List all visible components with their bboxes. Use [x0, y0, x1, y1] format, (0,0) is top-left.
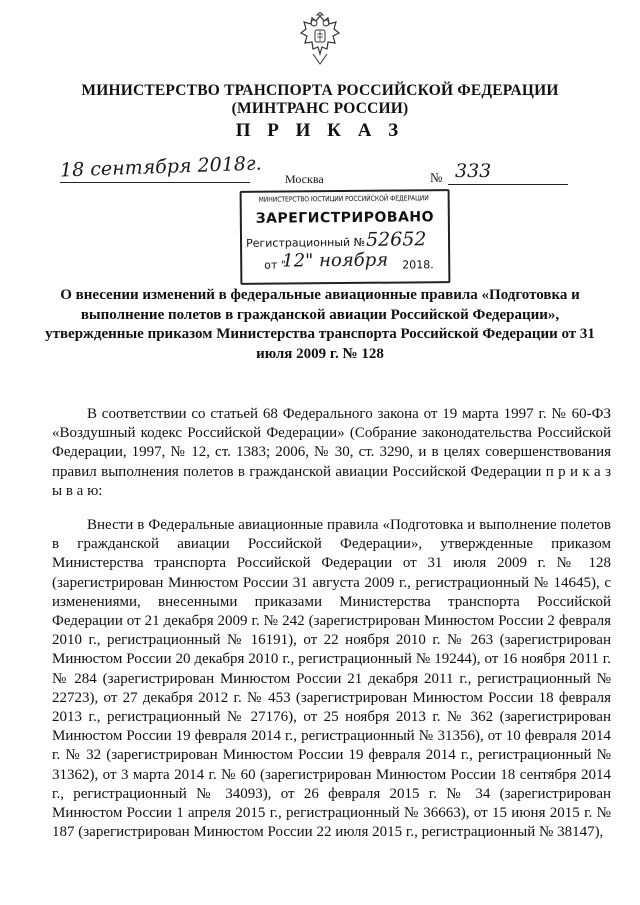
stamp-year: 2018. [402, 258, 434, 272]
order-number-label: № [430, 170, 443, 185]
stamp-status: ЗАРЕГИСТРИРОВАНО [255, 209, 435, 227]
stamp-reg-label: Регистрационный № [245, 235, 366, 250]
stamp-authority: МИНИСТЕРСТВО ЮСТИЦИИ РОССИЙСКОЙ ФЕДЕРАЦИИ [258, 194, 429, 204]
stamp-date-handwritten: 12" ноября [282, 249, 389, 272]
document-heading: О внесении изменений в федеральные авиационные правила «Подготовка и выполнение полетов в гражданской авиации Российской Федерации», утвержденные приказом Министерства транспорта Российской Федерации от 31 июля 2009 г. № 128 [45, 287, 595, 362]
ministry-short-name: (МИНТРАНС РОССИИ) [231, 100, 409, 117]
stamp-reg-number: 52652 [365, 228, 427, 251]
registration-stamp [240, 189, 451, 285]
stamp-date-label: от " [264, 258, 287, 272]
body-paragraph-1: В соответствии со статьей 68 Федерального закона от 19 марта 1997 г. № 60-ФЗ «Воздушный кодекс Российской Федерации» (Собрание законодательства Российской Федерации, 1997, № 12, ст. 1383; 2006, № 30, ст. 3290, и в целях совершенствования правил выполнения полетов в гражданской авиации Российской Федерации п р и к а з ы в а ю: [52, 406, 611, 499]
order-number-handwritten: 333 [455, 160, 492, 182]
order-city: Москва [285, 172, 324, 186]
ministry-name: МИНИСТЕРСТВО ТРАНСПОРТА РОССИЙСКОЙ ФЕДЕРАЦИИ [81, 82, 559, 99]
body-paragraph-2: Внести в Федеральные авиационные правила «Подготовка и выполнение полетов в гражданской авиации Российской Федерации», утвержденные приказом Министерства транспорта Российской Федерации от 31 июля 2009 г. № 128 (зарегистрирован Минюстом России 31 августа 2009 г., регистрационный № 14645), с изменениями, внесенными приказами Министерства транспорта Российской Федерации от 21 декабря 2009 г. № 242 (зарегистрирован Минюстом России 2 февраля 2010 г., регистрационный № 16191), от 22 ноября 2010 г. № 263 (зарегистрирован Минюстом России 20 декабря 2010 г., регистрационный № 19244), от 16 ноября 2011 г. № 284 (зарегистрирован Минюстом России 21 декабря 2011 г., регистрационный № 22723), от 27 декабря 2012 г. № 453 (зарегистрирован Минюстом России 18 февраля 2013 г., регистрационный № 27176), от 25 ноября 2013 г. № 362 (зарегистрирован Минюстом России 19 февраля 2014 г., регистрационный № 31356), от 10 февраля 2014 г. № 32 (зарегистрирован Минюстом России 19 февраля 2014 г., регистрационный № 31362), от 3 марта 2014 г. № 60 (зарегистрирован Минюстом России 18 сентября 2014 г., регистрационный № 34093), от 26 февраля 2015 г. № 34 (зарегистрирован Минюстом России 1 апреля 2015 г., регистрационный № 36663), от 15 июня 2015 г. № 187 (зарегистрирован Минюстом России 22 июля 2015 г., регистрационный № 38147), [52, 517, 611, 841]
order-title: П Р И К А З [235, 120, 405, 141]
order-date-handwritten: 18 сентября 2018г. [59, 152, 262, 182]
russian-coat-of-arms-icon [298, 12, 342, 66]
date-underline [60, 182, 250, 183]
number-underline [448, 184, 568, 185]
